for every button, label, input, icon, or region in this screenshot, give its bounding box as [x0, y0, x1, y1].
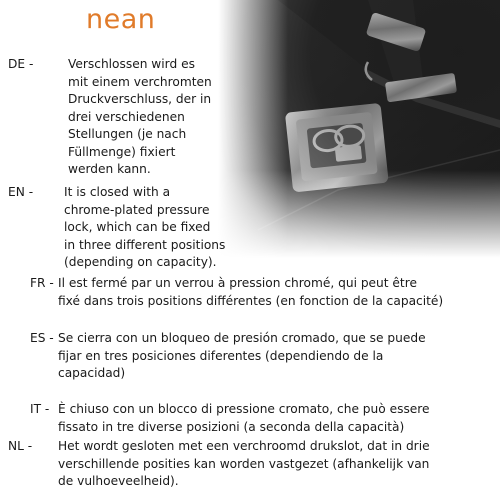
text-line: lock, which can be fixed [64, 220, 211, 234]
language-code: DE - [8, 57, 34, 71]
language-code: NL - [8, 439, 33, 453]
text-block-es [30, 330, 426, 383]
text-block-en [8, 184, 225, 272]
text-line: Il est fermé par un verrou à pression chromé, qui peut être [58, 276, 417, 290]
language-code: IT - [30, 402, 50, 416]
text-line: Verschlossen wird es [68, 57, 195, 71]
text-block-it [30, 401, 430, 436]
text-line: de vulhoeveelheid). [58, 474, 179, 488]
text-line: drei verschiedenen [68, 109, 185, 124]
language-code: FR - [30, 276, 54, 290]
text-line: (depending on capacity). [64, 255, 217, 269]
text-block-nl [8, 438, 430, 491]
text-line: Füllmenge) fixiert [68, 144, 176, 159]
product-photo [218, 0, 500, 258]
text-line: capacidad) [58, 366, 126, 380]
text-line: Se cierra con un bloqueo de presión cromado, que se puede [58, 331, 426, 345]
text-line: È chiuso con un blocco di pressione cromato, che può essere [58, 402, 430, 416]
language-code: ES - [30, 331, 54, 345]
lock-photo-illustration [218, 0, 500, 258]
text-line: fissato in tre diverse posizioni (a seconda della capacità) [58, 419, 405, 434]
text-line: chrome-plated pressure [64, 202, 210, 217]
text-line: mit einem verchromten [68, 74, 212, 89]
text-block-fr [30, 275, 443, 310]
text-block-de [8, 56, 212, 179]
text-line: Het wordt gesloten met een verchroomd drukslot, dat in drie [58, 439, 430, 453]
text-line: Druckverschluss, der in [68, 92, 212, 106]
text-line: verschillende posities kan worden vastgezet (afhankelijk van [58, 456, 430, 471]
text-line: werden kann. [68, 162, 151, 176]
text-line: fijar en tres posiciones diferentes (dependiendo de la [58, 348, 384, 363]
brand-logo: nean [86, 4, 156, 35]
language-code: EN - [8, 185, 34, 199]
text-line: It is closed with a [64, 185, 171, 199]
text-line: in three different positions [64, 237, 226, 252]
text-line: Stellungen (je nach [68, 127, 187, 141]
text-line: fixé dans trois positions différentes (en fonction de la capacité) [58, 293, 444, 308]
